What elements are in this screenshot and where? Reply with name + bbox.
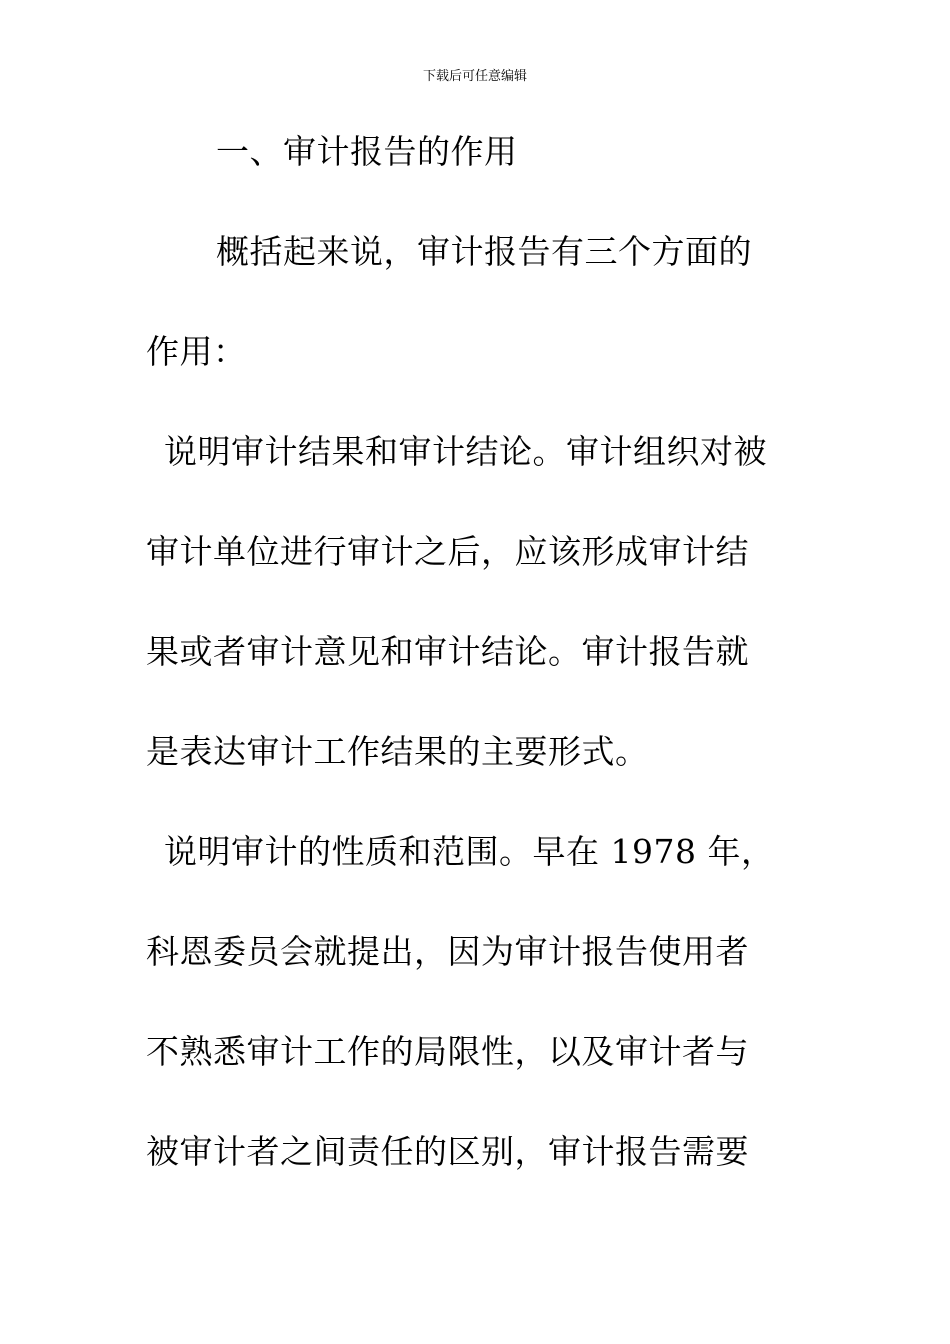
paragraph-line: 果或者审计意见和审计结论。审计报告就 [146,632,749,671]
paragraph-line: 说明审计结果和审计结论。审计组织对被 [164,432,767,471]
page-header: 下载后可任意编辑 [422,69,527,84]
paragraph-line: 是表达审计工作结果的主要形式。 [146,732,649,771]
paragraph-line: 科恩委员会就提出，因为审计报告使用者 [146,932,749,971]
paragraph-line: 说明审计的性质和范围。早在 1978 年， [164,832,775,871]
section-heading: 一、审计报告的作用 [216,132,518,171]
paragraph-line: 不熟悉审计工作的局限性，以及审计者与 [146,1032,749,1071]
paragraph-line: 被审计者之间责任的区别，审计报告需要 [146,1132,749,1171]
paragraph-line: 概括起来说，审计报告有三个方面的 [216,232,752,271]
paragraph-line: 审计单位进行审计之后，应该形成审计结 [146,532,749,571]
paragraph-line: 作用： [146,332,247,371]
